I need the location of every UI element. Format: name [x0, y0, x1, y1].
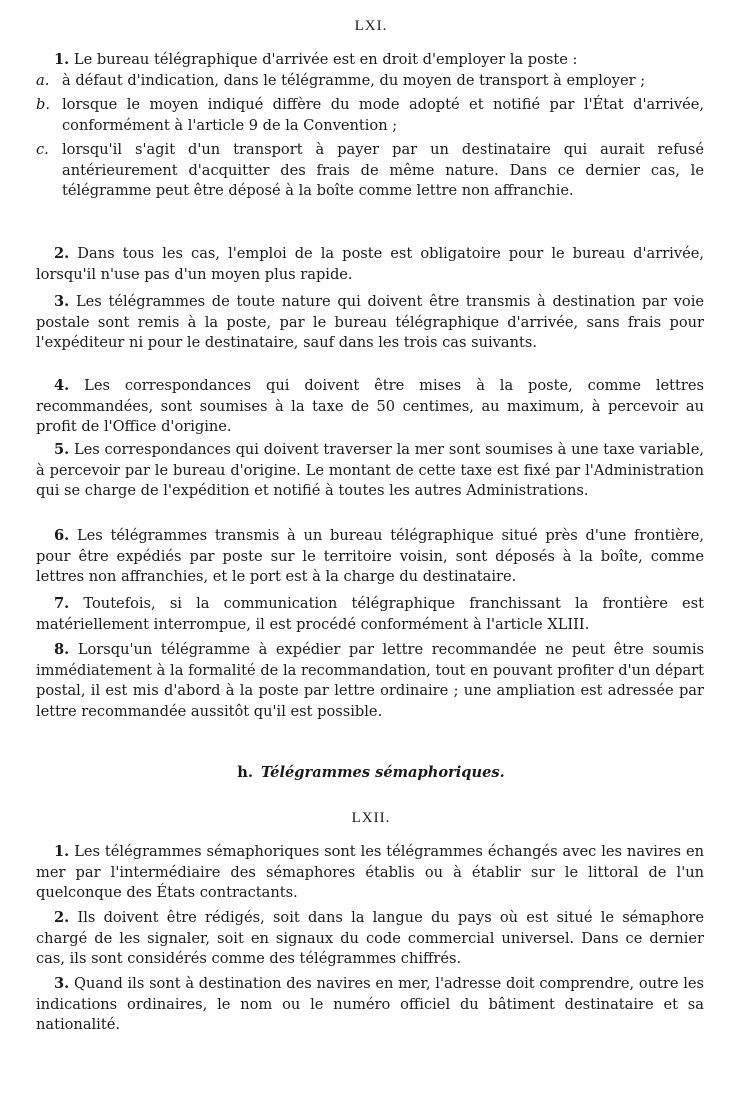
article-heading-lxii: LXII. — [351, 810, 391, 826]
paragraph-number: 2. — [54, 909, 70, 926]
paragraph-number: 7. — [54, 595, 70, 612]
paragraph-text — [36, 594, 704, 635]
paragraph-body: Les télégrammes transmis à un bureau télégraphique situé près d'une frontière, pour être expédiés par poste sur le territoire voisin, sont déposés à la boîte, comme lettres non affranchies, et le port est à la charge du destinataire. — [36, 527, 704, 585]
paragraph-number: 1. — [54, 51, 70, 68]
paragraph-text — [36, 292, 704, 354]
paragraph-text — [36, 842, 704, 904]
paragraph-number: 3. — [54, 293, 70, 310]
paragraph-number: 1. — [54, 843, 70, 860]
paragraph-text — [36, 640, 704, 722]
item-letter: c. — [36, 141, 49, 158]
paragraph-number: 8. — [54, 641, 70, 658]
paragraph-body: Dans tous les cas, l'emploi de la poste est obligatoire pour le bureau d'arrivée, lorsqu'il n'use pas d'un moyen plus rapide. — [36, 245, 704, 283]
paragraph-body: Les télégrammes de toute nature qui doivent être transmis à destination par voie postale sont remis à la poste, par le bureau télégraphique d'arrivée, sans frais pour l'expéditeur ni pour le destinataire, sauf dans les trois cas suivants. — [36, 293, 705, 351]
paragraph-text — [36, 244, 704, 285]
paragraph-text — [36, 908, 704, 970]
item-text: à défaut d'indication, dans le télégramme, du moyen de transport à employer ; — [62, 71, 646, 89]
paragraph-62-3 — [36, 974, 704, 1036]
paragraph-number: 2. — [54, 245, 70, 262]
paragraph-61-7 — [36, 594, 704, 635]
list-item-b — [36, 95, 704, 136]
paragraph-61-8 — [36, 640, 704, 722]
list-item-a — [36, 71, 704, 92]
article-heading-lxi: LXI. — [354, 18, 388, 34]
list-item-c — [36, 140, 704, 202]
paragraph-body: Ils doivent être rédigés, soit dans la langue du pays où est situé le sémaphore chargé de les signaler, soit en signaux du code commercial universel. Dans ce dernier cas, ils sont considérés comme des télégrammes chiffrés. — [36, 909, 705, 967]
item-letter: b. — [36, 96, 50, 113]
paragraph-text — [36, 376, 704, 438]
section-name: Télégrammes sémaphoriques. — [261, 764, 505, 781]
paragraph-61-6 — [36, 526, 704, 588]
paragraph-number: 4. — [54, 377, 70, 394]
paragraph-body: Toutefois, si la communication télégraphique franchissant la frontière est matériellement interrompue, il est procédé conformément à l'article XLIII. — [36, 595, 705, 633]
paragraph-body: Les télégrammes sémaphoriques sont les télégrammes échangés avec les navires en mer par l'intermédiaire des sémaphores établis ou à établir sur le littoral de l'un quelconque des États contractants. — [36, 843, 705, 901]
paragraph-text — [36, 974, 704, 1036]
paragraph-body: Lorsqu'un télégramme à expédier par lettre recommandée ne peut être soumis immédiatement à la formalité de la recommandation, tout en pouvant profiter d'un départ postal, il est mis d'abord à la poste par lettre ordinaire ; une ampliation est adressée par lettre recommandée aussitôt qu'il est possible. — [36, 641, 704, 720]
paragraph-text — [36, 440, 704, 502]
paragraph-61-2 — [36, 244, 704, 285]
paragraph-body: Les correspondances qui doivent être mises à la poste, comme lettres recommandées, sont soumises à la taxe de 50 centimes, au maximum, à percevoir au profit de l'Office d'origine. — [36, 377, 704, 435]
paragraph-61-1 — [36, 50, 704, 202]
item-text: lorsqu'il s'agit d'un transport à payer par un destinataire qui aurait refusé antérieurement d'acquitter des frais de même nature. Dans ce dernier cas, le télégramme peut être déposé à la boîte comme lettre non affranchie. — [62, 141, 704, 199]
paragraph-text — [36, 50, 704, 71]
paragraph-62-2 — [36, 908, 704, 970]
paragraph-61-5 — [36, 440, 704, 502]
paragraph-number: 6. — [54, 527, 70, 544]
section-title — [0, 763, 742, 784]
paragraph-number: 3. — [54, 975, 70, 992]
paragraph-text — [36, 526, 704, 588]
section-letter: h. — [237, 764, 253, 781]
item-letter: a. — [36, 71, 50, 89]
paragraph-body: Quand ils sont à destination des navires en mer, l'adresse doit comprendre, outre les indications ordinaires, le nom ou le numéro officiel du bâtiment destinataire et sa nationalité. — [36, 975, 705, 1033]
paragraph-62-1 — [36, 842, 704, 904]
item-text: lorsque le moyen indiqué diffère du mode adopté et notifié par l'État d'arrivée, conformément à l'article 9 de la Convention ; — [62, 96, 704, 134]
paragraph-number: 5. — [54, 441, 70, 458]
paragraph-61-3 — [36, 292, 704, 354]
paragraph-61-4 — [36, 376, 704, 438]
paragraph-body: Les correspondances qui doivent traverser la mer sont soumises à une taxe variable, à percevoir par le bureau d'origine. Le montant de cette taxe est fixé par l'Administration qui se charge de l'expédition et notifié à toutes les autres Administrations. — [36, 441, 705, 499]
paragraph-body: Le bureau télégraphique d'arrivée est en droit d'employer la poste : — [73, 51, 578, 68]
